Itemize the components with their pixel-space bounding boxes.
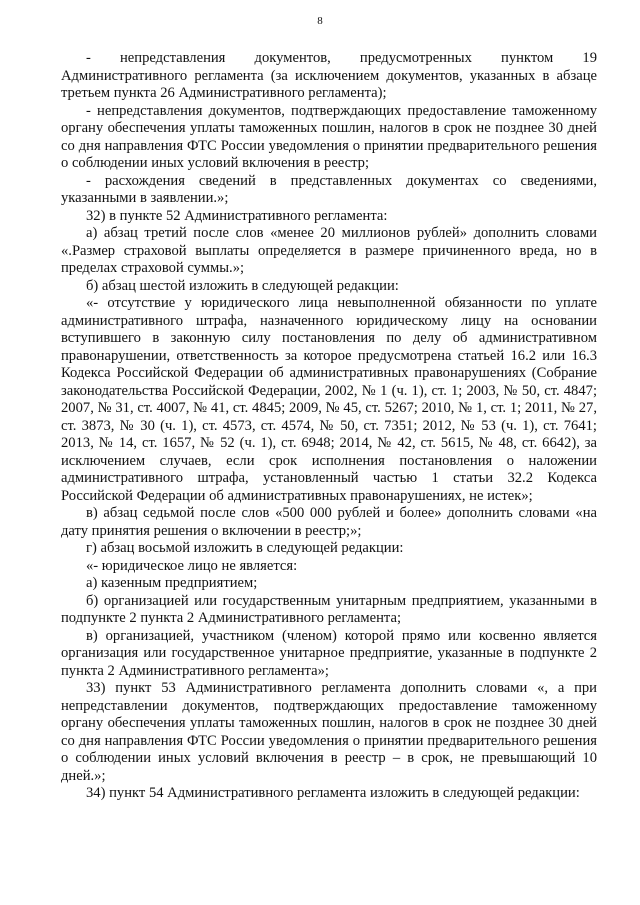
paragraph: 34) пункт 54 Административного регламента изложить в следующей редакции:	[86, 785, 580, 801]
document-body	[61, 50, 597, 803]
paragraph: - расхождения сведений в представленных документах со сведениями, указанными в заявлении.»;	[61, 172, 597, 206]
paragraph: г) абзац восьмой изложить в следующей редакции:	[86, 540, 404, 556]
paragraph: б) организацией или государственным унитарным предприятием, указанными в подпункте 2 пункта 2 Административного регламента;	[61, 592, 597, 626]
paragraph: в) абзац седьмой после слов «500 000 рублей и более» дополнить словами «на дату принятия решения о включении в реестр;»;	[61, 505, 597, 539]
paragraph: - непредставления документов, предусмотренных пунктом 19 Административного регламента (за исключением документов, указанных в абзаце третьем пункта 26 Административного регламента);	[61, 50, 597, 101]
paragraph: б) абзац шестой изложить в следующей редакции:	[86, 277, 399, 294]
paragraph: «- юридическое лицо не является:	[86, 557, 298, 574]
paragraph: 32) в пункте 52 Административного регламента:	[86, 207, 388, 224]
paragraph: а) абзац третий после слов «менее 20 миллионов рублей» дополнить словами «.Размер страховой выплаты определяется в размере причиненного вреда, но в пределах страховой суммы.»;	[61, 225, 597, 276]
page-number: 8	[317, 15, 323, 27]
paragraph: в) организацией, участником (членом) которой прямо или косвенно является организация или государственное унитарное предприятие, указанные в подпункте 2 пункта 2 Административного регламента»;	[61, 627, 597, 679]
paragraph: - непредставления документов, подтверждающих предоставление таможенному органу обеспечения уплаты таможенных пошлин, налогов в срок не позднее 30 дней со дня направления ФТС России уведомления о принятии предварительного решения о соблюдении иных условий включения в реестр;	[61, 102, 597, 171]
paragraph: «- отсутствие у юридического лица невыполненной обязанности по уплате административного штрафа, назначенного юридическому лицу на основании вступившего в законную силу постановления по делу об административном правонарушении, ответственность за которое предусмотрена статьей 16.2 или 16.3 Кодекса Российской Федерации об административных правонарушениях (Собрание законодательства Российской Федерации, 2002, № 1 (ч. 1), ст. 1; 2003, № 50, ст. 4847; 2007, № 31, ст. 4007, № 41, ст. 4845; 2009, № 45, ст. 5267; 2010, № 1, ст. 1; 2011, № 27, ст. 3873, № 30 (ч. 1), ст. 4573, ст. 4574, № 50, ст. 7351; 2012, № 53 (ч. 1), ст. 7641; 2013, № 14, ст. 1657, № 52 (ч. 1), ст. 6948; 2014, № 42, ст. 5615, № 48, ст. 6642), за исключением случаев, если срок исполнения постановления о наложении административного штрафа, установленный частью 1 статьи 32.2 Кодекса Российской Федерации об административных правонарушениях, не истек»;	[61, 295, 597, 504]
paragraph: а) казенным предприятием;	[86, 575, 258, 591]
paragraph: 33) пункт 53 Административного регламента дополнить словами «, а при непредставлении документов, подтверждающих предоставление таможенному органу обеспечения уплаты таможенных пошлин, налогов в срок не позднее 30 дней со дня направления ФТС России уведомления о принятии предварительного решения о соблюдении иных условий включения в реестр – в срок, не превышающий 10 дней.»;	[61, 680, 597, 784]
